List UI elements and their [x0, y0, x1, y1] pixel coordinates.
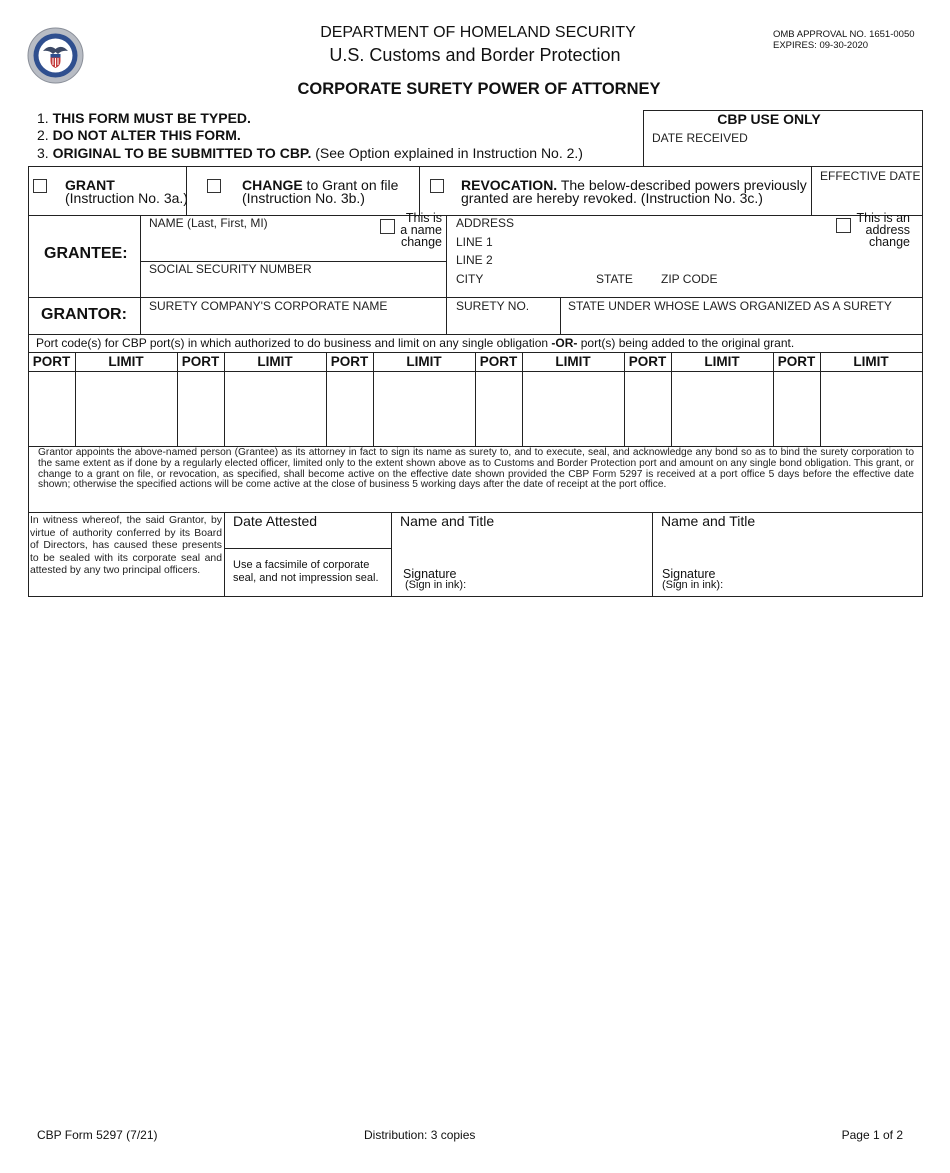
port-header-3: PORT — [330, 354, 369, 369]
grantee-name-field[interactable]: NAME (Last, First, MI) — [149, 216, 268, 230]
change-instruction: (Instruction No. 3b.) — [242, 190, 365, 206]
grant-label: GRANT — [65, 177, 115, 193]
date-received-field[interactable]: DATE RECEIVED — [652, 131, 748, 145]
instruction-1-number: 1. — [37, 110, 49, 126]
zip-code-field[interactable]: ZIP CODE — [661, 272, 718, 286]
sign-in-ink-2: (Sign in ink): — [662, 579, 724, 591]
page-number: Page 1 of 2 — [841, 1128, 903, 1142]
name-title-field-2[interactable]: Name and Title — [661, 513, 756, 529]
effective-date-field[interactable]: EFFECTIVE DATE — [820, 169, 921, 183]
instruction-3 — [37, 145, 583, 161]
date-attested-field[interactable]: Date Attested — [233, 513, 318, 529]
port-cell-3[interactable] — [327, 372, 373, 446]
cbp-use-only-title: CBP USE ONLY — [717, 111, 821, 127]
grant-checkbox[interactable] — [33, 179, 47, 193]
name-change-line-3: change — [400, 235, 442, 249]
instruction-2 — [37, 127, 241, 143]
change-label-bold: CHANGE — [242, 177, 303, 193]
surety-company-name-field[interactable]: SURETY COMPANY'S CORPORATE NAME — [149, 299, 388, 313]
limit-cell-4[interactable] — [523, 372, 624, 446]
port-cell-6[interactable] — [774, 372, 820, 446]
distribution-note: Distribution: 3 copies — [364, 1128, 476, 1142]
omb-approval: OMB APPROVAL NO. 1651-0050 — [773, 29, 915, 40]
port-header-5: PORT — [628, 354, 667, 369]
address-field[interactable]: ADDRESS — [456, 216, 515, 230]
grantor-label: GRANTOR: — [41, 306, 127, 323]
port-instructions-or: -OR- — [551, 336, 578, 350]
limit-cell-6[interactable] — [821, 372, 922, 446]
surety-number-field[interactable]: SURETY NO. — [456, 299, 530, 313]
department-name: DEPARTMENT OF HOMELAND SECURITY — [320, 24, 636, 41]
address-line-1-field[interactable]: LINE 1 — [456, 235, 493, 249]
signature-field-2[interactable] — [730, 565, 915, 593]
port-header-4: PORT — [479, 354, 518, 369]
address-change-line-3: change — [868, 235, 910, 249]
port-header-6: PORT — [777, 354, 816, 369]
instruction-2-number: 2. — [37, 127, 49, 143]
limit-header-5: LIMIT — [704, 354, 740, 369]
revocation-checkbox[interactable] — [430, 179, 444, 193]
ssn-field[interactable]: SOCIAL SECURITY NUMBER — [149, 262, 312, 276]
form-title: CORPORATE SURETY POWER OF ATTORNEY — [297, 80, 661, 98]
port-cell-5[interactable] — [625, 372, 671, 446]
port-cell-4[interactable] — [476, 372, 522, 446]
limit-header-4: LIMIT — [555, 354, 591, 369]
port-header-2: PORT — [181, 354, 220, 369]
name-change-line-2: a name — [400, 223, 442, 237]
grantee-label: GRANTEE: — [44, 245, 128, 262]
name-title-field-1[interactable]: Name and Title — [400, 513, 495, 529]
form-id: CBP Form 5297 (7/21) — [37, 1128, 158, 1142]
address-line-2-field[interactable]: LINE 2 — [456, 253, 493, 267]
seal-note-line-1: Use a facsimile of corporate — [233, 559, 370, 571]
name-change-line-1: This is — [405, 211, 442, 225]
port-cell-2[interactable] — [178, 372, 224, 446]
grant-instruction: (Instruction No. 3a.) — [65, 190, 188, 206]
witness-text: In witness whereof, the said Grantor, by virtue of authority conferred by its Board of Directors, has caused these presents to be sealed with its corporate seal and attested by any two principal officers. — [30, 515, 222, 577]
city-field[interactable]: CITY — [456, 272, 484, 286]
instruction-1-text: THIS FORM MUST BE TYPED. — [52, 110, 251, 126]
omb-expiration: EXPIRES: 09-30-2020 — [773, 40, 869, 51]
limit-header-2: LIMIT — [257, 354, 293, 369]
limit-cell-1[interactable] — [76, 372, 177, 446]
name-change-label — [392, 212, 442, 248]
state-organized-field[interactable]: STATE UNDER WHOSE LAWS ORGANIZED AS A SURETY — [568, 299, 892, 313]
address-change-line-1: This is an — [856, 211, 910, 225]
signature-field-1[interactable] — [470, 565, 645, 593]
port-instructions-a: Port code(s) for CBP port(s) in which authorized to do business and limit on any single obligation — [36, 336, 552, 350]
sign-in-ink-1: (Sign in ink): — [405, 579, 467, 591]
instruction-2-text: DO NOT ALTER THIS FORM. — [52, 127, 241, 143]
port-instructions-b: port(s) being added to the original grant. — [577, 336, 795, 350]
port-cell-1[interactable] — [29, 372, 75, 446]
change-checkbox[interactable] — [207, 179, 221, 193]
signature-label-2: Signature — [662, 567, 716, 581]
limit-header-6: LIMIT — [853, 354, 889, 369]
limit-cell-2[interactable] — [225, 372, 326, 446]
revocation-label-bold: REVOCATION. — [461, 177, 558, 193]
revocation-instruction: granted are hereby revoked. (Instruction No. 3c.) — [461, 190, 763, 206]
change-label-rest: to Grant on file — [302, 177, 399, 193]
instruction-3-number: 3. — [37, 145, 49, 161]
instruction-3-text: ORIGINAL TO BE SUBMITTED TO CBP. — [52, 145, 312, 161]
address-change-line-2: address — [865, 223, 910, 237]
revocation-label-rest: The below-described powers previously — [557, 177, 807, 193]
port-header-1: PORT — [32, 354, 71, 369]
signature-label-1: Signature — [403, 567, 457, 581]
address-change-label — [848, 212, 910, 248]
limit-header-3: LIMIT — [406, 354, 442, 369]
seal-note-line-2: seal, and not impression seal. — [233, 572, 379, 584]
port-instructions — [36, 336, 794, 350]
appointment-text: Grantor appoints the above-named person (Grantee) as its attorney in fact to sign its name as surety to, and to execute, seal, and acknowledge any bond so as to bind the surety corporation to the same extent as if done by a regularly elected officer, limited only to the extent shown above as to Customs and Border Protection port and amount on any single bond obligation. This grant, or change to a grant on file, or revocation, as specified, shall become active on the effective date shown provided the CBP Form 5297 is received at a port office 5 days before the effective date shown; otherwise the specified actions will be come active at the close of business 5 working days after the date of receipt at the port office. — [38, 447, 914, 491]
state-field[interactable]: STATE — [596, 272, 633, 286]
instruction-3-note: (See Option explained in Instruction No. 2.) — [315, 145, 583, 161]
limit-cell-5[interactable] — [672, 372, 773, 446]
limit-cell-3[interactable] — [374, 372, 475, 446]
limit-header-1: LIMIT — [108, 354, 144, 369]
instruction-1 — [37, 110, 251, 126]
agency-name: U.S. Customs and Border Protection — [329, 45, 621, 65]
